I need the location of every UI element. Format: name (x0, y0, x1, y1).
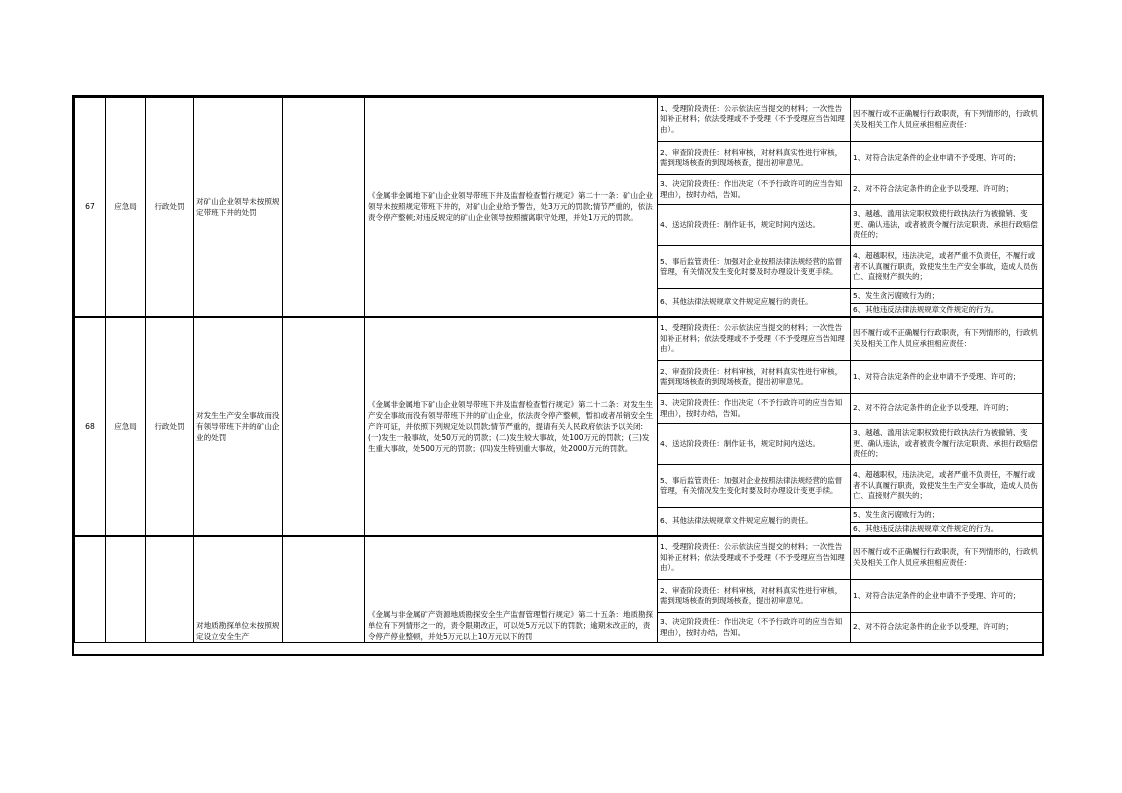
sub-item (283, 317, 365, 536)
item-name: 对地质勘探单位未按照规定设立安全生产 (194, 536, 283, 643)
department: 应急局 (106, 317, 146, 536)
accountability-6: 6、其他违反法律法规规章文件规定的行为。 (851, 523, 1045, 536)
duty-2: 2、审查阶段责任：材料审核，对材料真实性进行审核，需到现场核查的到现场核查，提出初审意见。 (658, 361, 851, 394)
duty-1: 1、受理阶段责任：公示依法应当提交的材料；一次性告知补正材料；依法受理或不予受理（不予受理应当告知理由）。 (658, 98, 851, 142)
accountability-6: 6、其他违反法律法规规章文件规定的行为。 (851, 304, 1045, 317)
duty-2: 2、审查阶段责任：材料审核，对材料真实性进行审核，需到现场核查的到现场核查，提出初审意见。 (658, 142, 851, 175)
table-row-67 (75, 98, 1045, 317)
accountability-intro: 因不履行或不正确履行行政职责，有下列情形的，行政机关及相关工作人员应承担相应责任： (851, 536, 1045, 580)
accountability-2: 2、对不符合法定条件的企业予以受理、许可的； (851, 175, 1045, 205)
accountability-1: 1、对符合法定条件的企业申请不予受理、许可的； (851, 361, 1045, 394)
duty-4: 4、送达阶段责任：制作证书，规定时间内送达。 (658, 424, 851, 465)
duty-4: 4、送达阶段责任：制作证书，规定时间内送达。 (658, 205, 851, 246)
department: 应急局 (106, 98, 146, 317)
accountability-3: 3、越越、滥用法定职权致使行政执法行为被撤销、变更、确认违法，或者被责令履行法定职责、承担行政赔偿责任的； (851, 424, 1045, 465)
accountability-2: 2、对不符合法定条件的企业予以受理、许可的； (851, 394, 1045, 424)
accountability-intro: 因不履行或不正确履行行政职责，有下列情形的，行政机关及相关工作人员应承担相应责任： (851, 98, 1045, 142)
accountability-5: 5、发生贪污腐败行为的； (851, 289, 1045, 304)
item-name: 对发生生产安全事故而没有领导带班下井的矿山企业的处罚 (194, 317, 283, 536)
duty-1: 1、受理阶段责任：公示依法应当提交的材料；一次性告知补正材料；依法受理或不予受理（不予受理应当告知理由）。 (658, 536, 851, 580)
legal-basis: 《金属非金属地下矿山企业领导带班下井及监督检查暂行规定》第二十一条：矿山企业领导未按照规定带班下井的，对矿山企业给予警告，处3万元的罚款;情节严重的，依法责令停产整顿;对违反规定的矿山企业领导按照擅离职守处理，并处1万元的罚款。 (365, 98, 658, 317)
duty-1: 1、受理阶段责任：公示依法应当提交的材料；一次性告知补正材料；依法受理或不予受理（不予受理应当告知理由）。 (658, 317, 851, 361)
accountability-2: 2、对不符合法定条件的企业予以受理、许可的； (851, 613, 1045, 643)
action-type: 行政处罚 (146, 317, 194, 536)
accountability-4: 4、超越职权，违法决定，或者严重不负责任，不履行或者不认真履行职责，致使发生生产安全事故，造成人员伤亡、直接财产损失的； (851, 465, 1045, 508)
legal-basis: 《金属非金属地下矿山企业领导带班下井及监督检查暂行规定》第二十二条：对发生生产安全事故而没有领导带班下井的矿山企业，依法责令停产整顿，暂扣或者吊销安全生产许可证，并依照下列规定处以罚款;情节严重的，提请有关人民政府依法予以关闭:(一)发生一般事故，处50万元的罚款；(二)发生较大事故，处100万元的罚款；(三)发生重大事故，处500万元的罚款；(四)发生特别重大事故，处2000万元的罚款。 (365, 317, 658, 536)
table-row-69 (75, 536, 1045, 643)
sub-item (283, 98, 365, 317)
table-row-68 (75, 317, 1045, 536)
duty-5: 5、事后监管责任：加强对企业按照法律法规经营的监督管理，有关情况发生变化时要及时办理设计变更手续。 (658, 465, 851, 508)
duty-6: 6、其他法律法规规章文件规定应履行的责任。 (658, 508, 851, 536)
duty-5: 5、事后监管责任：加强对企业按照法律法规经营的监督管理，有关情况发生变化时要及时办理设计变更手续。 (658, 246, 851, 289)
accountability-4: 4、超越职权，违法决定，或者严重不负责任，不履行或者不认真履行职责，致使发生生产安全事故，造成人员伤亡、直接财产损失的； (851, 246, 1045, 289)
row-number: 67 (75, 98, 106, 317)
item-name: 对矿山企业领导未按照规定带班下井的处罚 (194, 98, 283, 317)
responsibility-table (74, 97, 1044, 643)
duty-3: 3、决定阶段责任：作出决定（不予行政许可的应当告知理由），按时办结，告知。 (658, 394, 851, 424)
accountability-intro: 因不履行或不正确履行行政职责，有下列情形的，行政机关及相关工作人员应承担相应责任： (851, 317, 1045, 361)
duty-3: 3、决定阶段责任：作出决定（不予行政许可的应当告知理由），按时办结，告知。 (658, 613, 851, 643)
department (106, 536, 146, 643)
duty-6: 6、其他法律法规规章文件规定应履行的责任。 (658, 289, 851, 317)
action-type (146, 536, 194, 643)
row-number: 68 (75, 317, 106, 536)
legal-basis: 《金属与非金属矿产资源地质勘探安全生产监督管理暂行规定》第二十五条：地质勘探单位有下列情形之一的，责令限期改正，可以处5万元以下的罚款；逾期未改正的，责令停产停业整顿，并处5万元以上10万元以下的罚 (365, 536, 658, 643)
duty-3: 3、决定阶段责任：作出决定（不予行政许可的应当告知理由），按时办结，告知。 (658, 175, 851, 205)
action-type: 行政处罚 (146, 98, 194, 317)
document-page (72, 95, 1044, 656)
accountability-1: 1、对符合法定条件的企业申请不予受理、许可的； (851, 580, 1045, 613)
accountability-3: 3、越越、滥用法定职权致使行政执法行为被撤销、变更、确认违法，或者被责令履行法定职责、承担行政赔偿责任的； (851, 205, 1045, 246)
accountability-5: 5、发生贪污腐败行为的； (851, 508, 1045, 523)
sub-item (283, 536, 365, 643)
duty-2: 2、审查阶段责任：材料审核，对材料真实性进行审核，需到现场核查的到现场核查，提出初审意见。 (658, 580, 851, 613)
row-number (75, 536, 106, 643)
accountability-1: 1、对符合法定条件的企业申请不予受理、许可的； (851, 142, 1045, 175)
